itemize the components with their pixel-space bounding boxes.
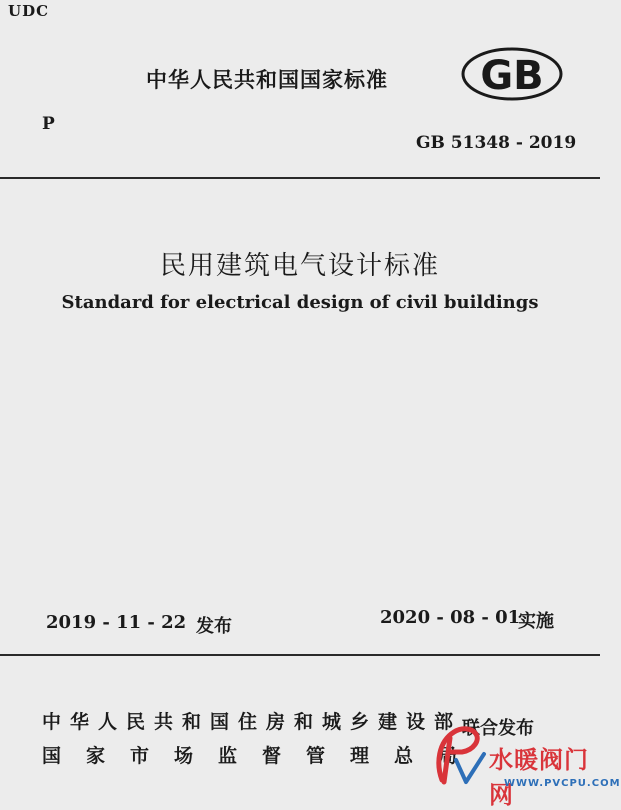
implementation-date: 2020 - 08 - 01 — [380, 607, 521, 628]
title-english: Standard for electrical design of civil buildings — [61, 292, 539, 313]
issue-label: 发布 — [196, 616, 232, 637]
issuer-ministry: 中华人民共和国住房和城乡建设部 — [42, 711, 463, 733]
watermark-text: 水暖阀门网 — [489, 746, 589, 809]
title-chinese: 民用建筑电气设计标准 — [159, 251, 440, 281]
watermark-url: WWW.PVCPU.COM — [504, 778, 621, 789]
implementation-label: 实施 — [518, 611, 554, 632]
issue-date: 2019 - 11 - 22 — [46, 612, 187, 633]
gb-logo — [460, 46, 564, 106]
udc-label: UDC — [8, 2, 50, 20]
category-code: P — [42, 114, 55, 134]
joint-issue-label: 联合发布 — [462, 718, 534, 739]
svg-text:GB: GB — [480, 53, 544, 99]
national-standard-heading: 中华人民共和国国家标准 — [146, 68, 388, 92]
top-divider — [0, 177, 600, 179]
bottom-divider — [0, 654, 600, 656]
issuer-administration: 国家市场监督管理总局 — [42, 745, 483, 767]
standard-number: GB 51348 - 2019 — [416, 133, 577, 153]
watermark-logo-icon — [432, 724, 490, 790]
